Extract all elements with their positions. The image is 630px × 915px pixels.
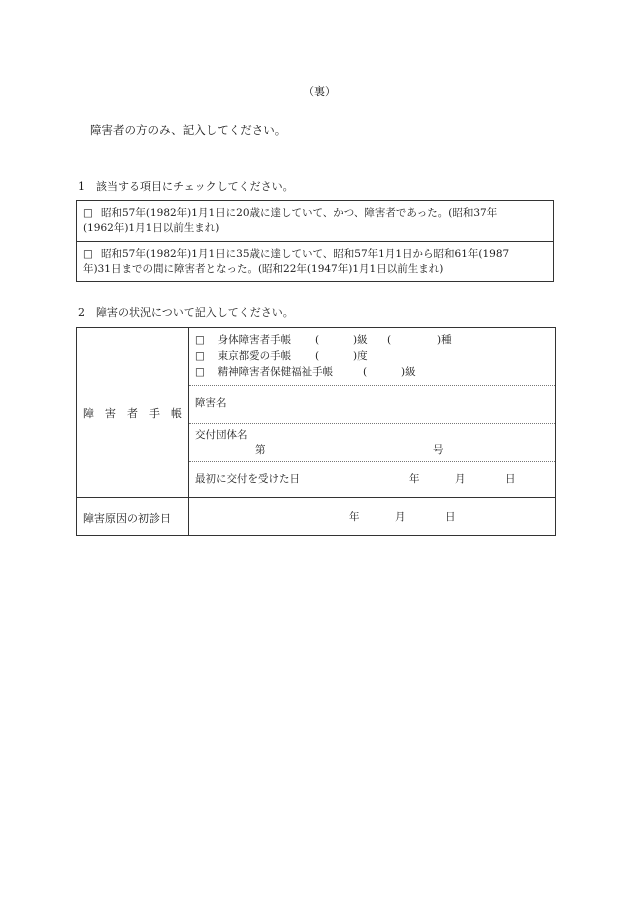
paren-open: (: [315, 334, 320, 346]
month-label: 月: [455, 473, 466, 485]
eligibility-option-2[interactable]: [83, 247, 549, 277]
handbook-mental-name: 精神障害者保健福祉手帳: [217, 366, 334, 378]
eligibility-option-1[interactable]: [83, 206, 549, 236]
intro-text: 障害者の方のみ、記入してください。: [90, 123, 287, 137]
month-label: 月: [395, 511, 406, 523]
dotted-divider: [189, 423, 555, 424]
dotted-divider: [189, 461, 555, 462]
year-label: 年: [349, 511, 360, 523]
checkbox-icon[interactable]: □: [83, 248, 93, 260]
paren-open: (: [387, 334, 392, 346]
checkbox-icon[interactable]: □: [195, 334, 205, 346]
grade-suffix: )級: [353, 334, 368, 346]
day-label: 日: [505, 473, 516, 485]
option-2-line2: 年)31日までの間に障害者となった。(昭和22年(1947年)1月1日以前生まれ): [83, 263, 444, 275]
checkbox-icon[interactable]: □: [195, 366, 205, 378]
option-1-line1: 昭和57年(1982年)1月1日に20歳に達していて、かつ、障害者であった。(昭和37年: [101, 207, 498, 219]
column-divider: [188, 328, 189, 535]
paren-open: (: [315, 350, 320, 362]
page-title: （裏）: [303, 85, 336, 98]
handbook-physical[interactable]: [195, 333, 291, 348]
number-suffix: 号: [433, 444, 444, 456]
paren-open: (: [363, 366, 368, 378]
section2-heading: 2 障害の状況について記入してください。: [78, 306, 294, 319]
eligibility-options-box: [76, 200, 554, 282]
type-suffix: )種: [437, 334, 452, 346]
first-issue-label: 最初に交付を受けた日: [195, 473, 300, 485]
number-prefix: 第: [255, 444, 266, 456]
divider: [77, 241, 553, 242]
disability-status-table: [76, 327, 556, 536]
handbook-row-label: 障 害 者 手 帳: [83, 407, 182, 420]
checkbox-icon[interactable]: □: [83, 207, 93, 219]
dotted-divider: [189, 385, 555, 386]
year-label: 年: [409, 473, 420, 485]
grade-suffix: )級: [401, 366, 416, 378]
option-1-line2: (1962年)1月1日以前生まれ): [83, 222, 220, 234]
section1-heading: 1 該当する項目にチェックしてください。: [78, 180, 294, 193]
handbook-mental[interactable]: [195, 365, 333, 380]
issuer-label: 交付団体名: [195, 429, 248, 441]
degree-suffix: )度: [353, 350, 368, 362]
handbook-physical-name: 身体障害者手帳: [217, 334, 292, 346]
day-label: 日: [445, 511, 456, 523]
divider: [77, 497, 555, 498]
handbook-tokyo-ai[interactable]: [195, 349, 291, 364]
disability-name-label: 障害名: [195, 397, 227, 409]
checkbox-icon[interactable]: □: [195, 350, 205, 362]
handbook-tokyo-ai-name: 東京都愛の手帳: [217, 350, 292, 362]
option-2-line1: 昭和57年(1982年)1月1日に35歳に達していて、昭和57年1月1日から昭和61年(1987: [101, 248, 510, 260]
first-diagnosis-label: 障害原因の初診日: [83, 512, 171, 525]
